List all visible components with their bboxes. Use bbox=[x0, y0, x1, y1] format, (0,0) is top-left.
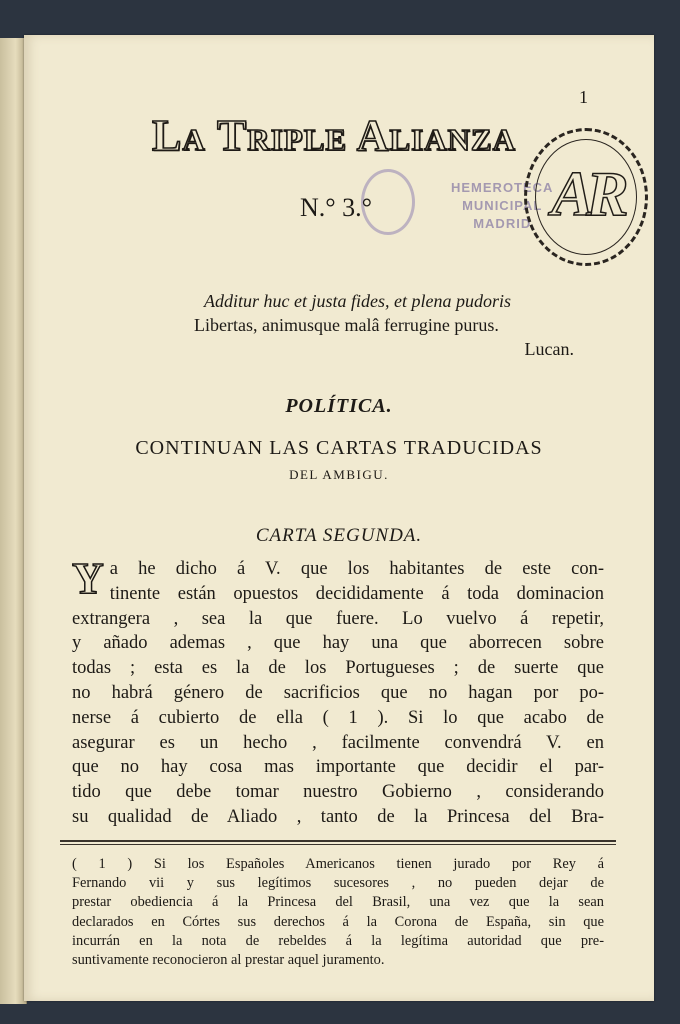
body-line: nerse á cubierto de ella ( 1 ). Si lo que acabo de bbox=[72, 707, 604, 728]
newspaper-title: La Triple Alianza bbox=[152, 111, 516, 160]
footnote-line: incurrán en la nota de rebeldes á la legítima autoridad que pre- bbox=[72, 932, 604, 949]
footnote-line: declarados en Córtes sus derechos á la Corona de España, sin que bbox=[72, 913, 604, 930]
body-line: tido que debe tomar nuestro Gobierno , considerando bbox=[72, 782, 604, 803]
body-line: todas ; esta es la de los Portugueses ; de suerte que bbox=[72, 658, 604, 679]
section-heading: POLÍTICA. bbox=[285, 395, 393, 417]
stamp-line: MADRID bbox=[473, 216, 532, 231]
issue-number: N.° 3.° bbox=[300, 193, 373, 222]
letter-title: CARTA SEGUNDA. bbox=[255, 525, 423, 546]
epigraph bbox=[194, 289, 604, 361]
footnote-line: Fernando vii y sus legítimos sucesores , no pueden dejar de bbox=[72, 875, 604, 892]
library-seal bbox=[524, 128, 648, 266]
seal-monogram: AR bbox=[551, 158, 621, 229]
body-line: que no hay cosa mas importante que decidir el par- bbox=[72, 757, 604, 778]
footnote-line: ( 1 ) Si los Españoles Americanos tienen jurado por Rey á bbox=[72, 856, 604, 872]
body-line: extrangera , sea la que fuere. Lo vuelvo á repetir, bbox=[72, 608, 604, 629]
stamp-line: MUNICIPAL bbox=[462, 198, 543, 213]
body-line: no habrá género de sacrificios que no hagan por po- bbox=[72, 682, 604, 703]
adjacent-page-edge bbox=[0, 38, 27, 1004]
footnote-divider-thin bbox=[60, 844, 616, 845]
body-text bbox=[72, 554, 604, 830]
footnote bbox=[72, 855, 604, 970]
footnote-line: prestar obediencia á la Princesa del Brasil, una vez que la sean bbox=[72, 894, 604, 911]
article-heading: CONTINUAN LAS CARTAS TRADUCIDAS bbox=[135, 437, 543, 459]
page-number: 1 bbox=[579, 87, 588, 107]
body-line: tinente están opuestos decididamente á toda dominacion bbox=[109, 583, 604, 604]
body-line: su qualidad de Aliado , tanto de la Princesa del Bra- bbox=[72, 806, 604, 827]
body-line: a he dicho á V. que los habitantes de este con- bbox=[109, 559, 604, 579]
epigraph-line: Additur huc et justa fides, et plena pudoris bbox=[204, 291, 511, 311]
epigraph-line: Libertas, animusque malâ ferrugine purus. bbox=[194, 315, 499, 335]
footnote-divider bbox=[60, 840, 616, 842]
body-line: asegurar es un hecho , facilmente convendrá V. en bbox=[72, 732, 604, 753]
drop-cap: Y bbox=[72, 554, 104, 603]
epigraph-author: Lucan. bbox=[524, 339, 574, 359]
stamp-line: HEMEROTECA bbox=[451, 180, 554, 195]
footnote-line: suntivamente reconocieron al prestar aquel juramento. bbox=[72, 951, 385, 968]
article-subheading: DEL AMBIGU. bbox=[289, 467, 389, 482]
body-line: y añado ademas , que hay una que aborrecen sobre bbox=[72, 633, 604, 654]
document-page bbox=[24, 35, 654, 1001]
